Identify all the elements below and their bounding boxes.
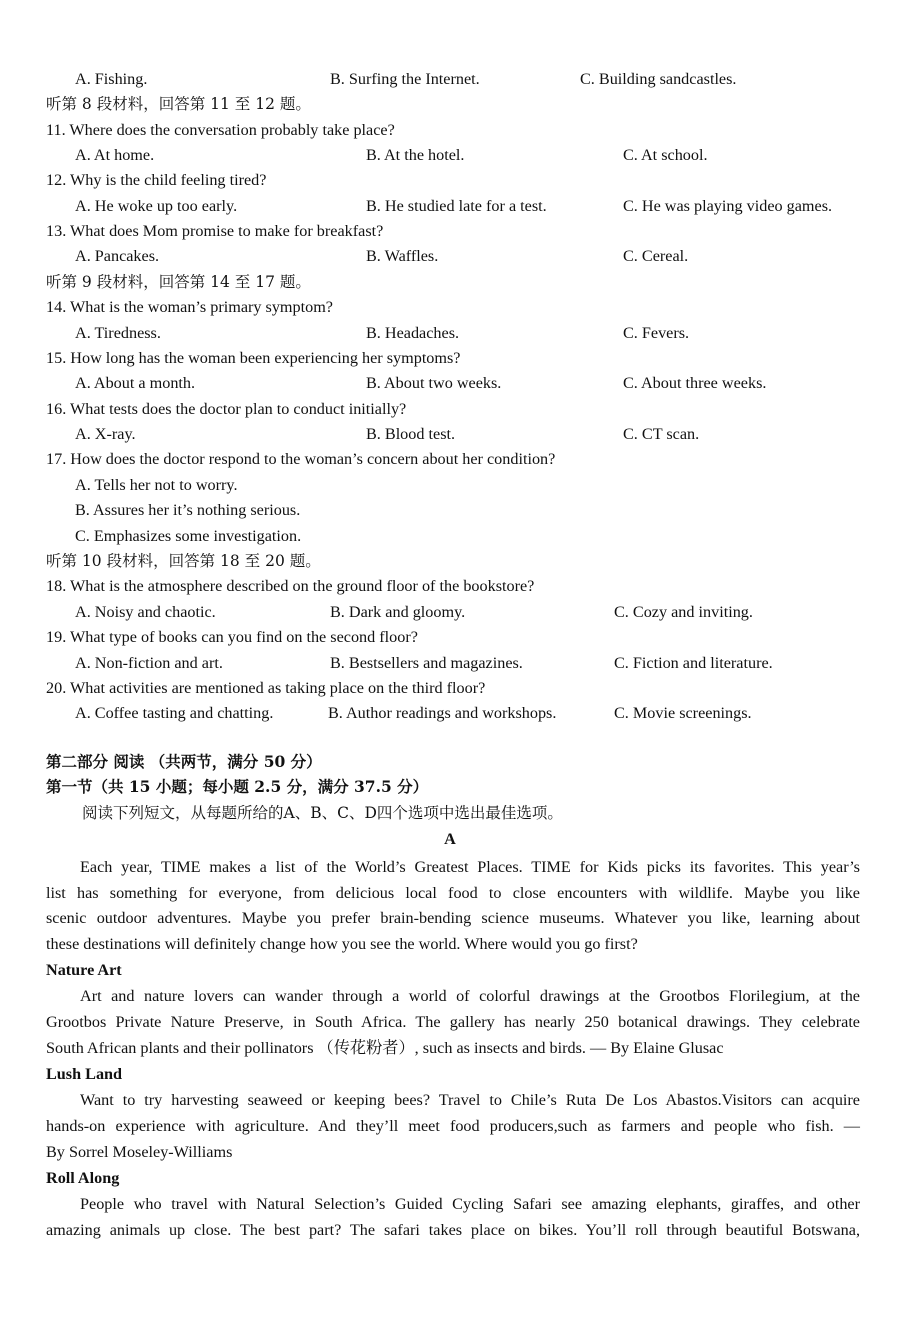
q11-stem: 11. Where does the conversation probably take place? — [46, 121, 395, 139]
q10-option-c: C. Building sandcastles. — [580, 70, 737, 88]
section10-header: 听第 10 段材料，回答第 18 至 20 题。 — [46, 552, 321, 570]
section-one-title: 第一节（共 15 小题；每小题 2.5 分，满分 37.5 分） — [46, 777, 429, 796]
q17-stem: 17. How does the doctor respond to the woman’s concern about her condition? — [46, 450, 556, 468]
q19-option-c: C. Fiction and literature. — [614, 654, 773, 672]
q14-option-c: C. Fevers. — [623, 324, 690, 342]
roll-along-line-1: People who travel with Natural Selection’s Guided Cycling Safari see amazing elephants, giraffes, and other — [80, 1195, 860, 1213]
q14-stem: 14. What is the woman’s primary symptom? — [46, 298, 333, 316]
q16-option-a: A. X-ray. — [75, 425, 136, 443]
q18-option-a: A. Noisy and chaotic. — [75, 603, 216, 621]
intro-line-1: Each year, TIME makes a list of the World’s Greatest Places. TIME for Kids picks its favorites. This year’s — [80, 858, 860, 876]
q11-option-b: B. At the hotel. — [366, 146, 465, 164]
passage-label: A — [444, 830, 456, 848]
q14-option-b: B. Headaches. — [366, 324, 460, 342]
q17-option-c: C. Emphasizes some investigation. — [75, 527, 302, 545]
q15-stem: 15. How long has the woman been experiencing her symptoms? — [46, 349, 461, 367]
q13-stem: 13. What does Mom promise to make for breakfast? — [46, 222, 384, 240]
lush-land-line-3: By Sorrel Moseley-Williams — [46, 1143, 233, 1161]
intro-line-2: list has something for everyone, from delicious local food to close encounters with wildlife. Maybe you like — [46, 884, 860, 902]
q12-stem: 12. Why is the child feeling tired? — [46, 171, 267, 189]
q17-option-b: B. Assures her it’s nothing serious. — [75, 501, 301, 519]
q16-option-b: B. Blood test. — [366, 425, 456, 443]
section9-header: 听第 9 段材料，回答第 14 至 17 题。 — [46, 273, 311, 291]
q18-option-c: C. Cozy and inviting. — [614, 603, 753, 621]
section8-header: 听第 8 段材料，回答第 11 至 12 题。 — [46, 95, 311, 113]
roll-along-title: Roll Along — [46, 1169, 120, 1187]
nature-art-line-2: Grootbos Private Nature Preserve, in South Africa. The gallery has nearly 250 botanical drawings. They celebrate — [46, 1013, 860, 1031]
q15-option-a: A. About a month. — [75, 374, 196, 392]
q10-option-a: A. Fishing. — [75, 70, 148, 88]
q11-option-c: C. At school. — [623, 146, 708, 164]
q20-option-a: A. Coffee tasting and chatting. — [75, 704, 274, 722]
nature-art-title: Nature Art — [46, 961, 122, 979]
q18-option-b: B. Dark and gloomy. — [330, 603, 466, 621]
q13-option-b: B. Waffles. — [366, 247, 439, 265]
q13-option-c: C. Cereal. — [623, 247, 689, 265]
q12-option-b: B. He studied late for a test. — [366, 197, 547, 215]
q16-option-c: C. CT scan. — [623, 425, 700, 443]
q20-stem: 20. What activities are mentioned as taking place on the third floor? — [46, 679, 486, 697]
reading-instruction: 阅读下列短文，从每题所给的A、B、C、D四个选项中选出最佳选项。 — [82, 804, 563, 822]
q14-option-a: A. Tiredness. — [75, 324, 161, 342]
q20-option-b: B. Author readings and workshops. — [328, 704, 557, 722]
q10-option-b: B. Surfing the Internet. — [330, 70, 480, 88]
part-two-title: 第二部分 阅读 （共两节，满分 50 分） — [46, 752, 322, 771]
q15-option-c: C. About three weeks. — [623, 374, 767, 392]
q16-stem: 16. What tests does the doctor plan to conduct initially? — [46, 400, 407, 418]
lush-land-line-2: hands-on experience with agriculture. And they’ll meet food producers,such as farmers and people who fish. — — [46, 1117, 860, 1135]
q11-option-a: A. At home. — [75, 146, 155, 164]
q18-stem: 18. What is the atmosphere described on the ground floor of the bookstore? — [46, 577, 535, 595]
q13-option-a: A. Pancakes. — [75, 247, 160, 265]
intro-line-4: these destinations will definitely change how you see the world. Where would you go first? — [46, 935, 638, 953]
q12-option-a: A. He woke up too early. — [75, 197, 238, 215]
lush-land-title: Lush Land — [46, 1065, 123, 1083]
lush-land-line-1: Want to try harvesting seaweed or keeping bees? Travel to Chile’s Ruta De Los Abastos.Visitors can acquire — [80, 1091, 860, 1109]
nature-art-line-3: South African plants and their pollinators （传花粉者）, such as insects and birds. — By Elaine Glusac — [46, 1039, 724, 1057]
q20-option-c: C. Movie screenings. — [614, 704, 752, 722]
roll-along-line-2: amazing animals up close. The best part? The safari takes place on bikes. You’ll roll through beautiful Botswana, — [46, 1221, 860, 1239]
nature-art-line-1: Art and nature lovers can wander through a world of colorful drawings at the Grootbos Florilegium, at the — [80, 987, 860, 1005]
q15-option-b: B. About two weeks. — [366, 374, 502, 392]
q19-option-a: A. Non-fiction and art. — [75, 654, 223, 672]
q12-option-c: C. He was playing video games. — [623, 197, 833, 215]
q19-stem: 19. What type of books can you find on the second floor? — [46, 628, 418, 646]
q17-option-a: A. Tells her not to worry. — [75, 476, 238, 494]
q19-option-b: B. Bestsellers and magazines. — [330, 654, 523, 672]
intro-line-3: scenic outdoor adventures. Maybe you prefer brain-bending science museums. Whatever you like, learning about — [46, 909, 860, 927]
